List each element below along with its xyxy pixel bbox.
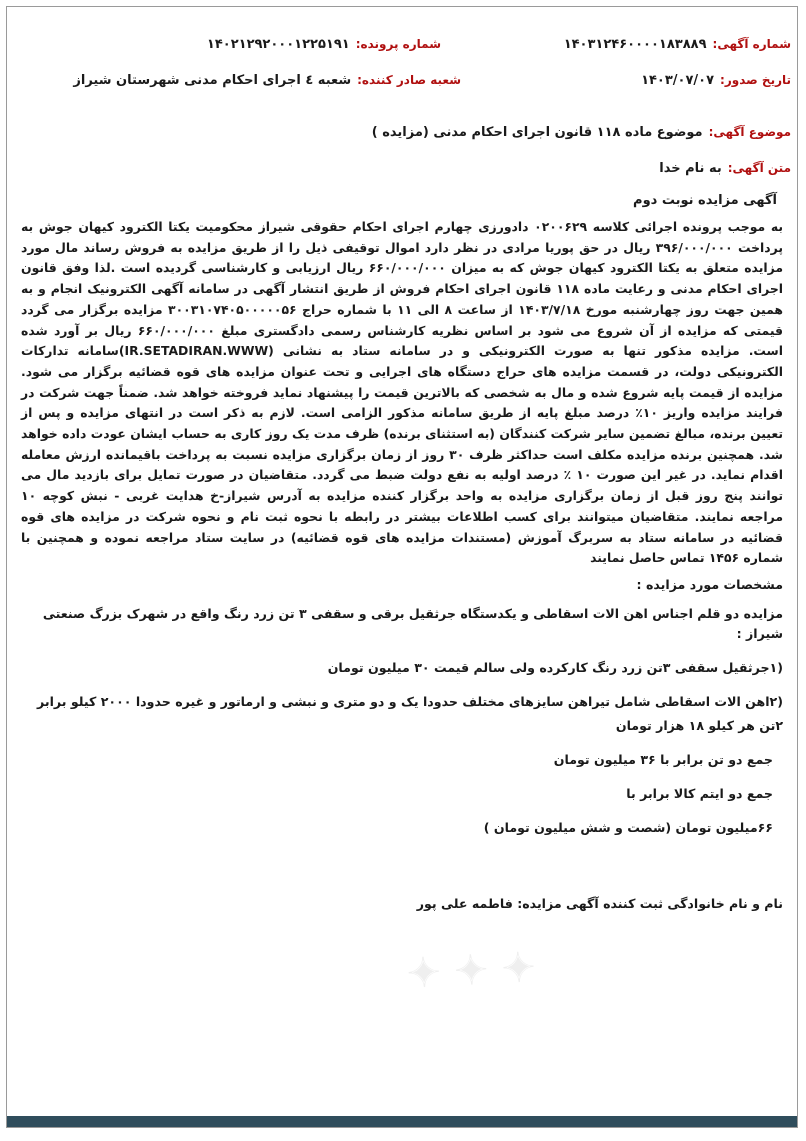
body-paragraph: به موجب پرونده اجرائی کلاسه ۰۲۰۰۶۲۹ دادورزی چهارم اجرای احکام حقوقی شیراز محکومیت یکتا الکترود کیهان جوش به پرداخت ۳۹۶/۰۰۰/۰۰۰ ریال در حق پوریا مرادی در نظر دارد اموال توقیفی ذیل را از طریق مزایده به فروش رساند مال مورد مزایده متعلق به یکتا الکترود کیهان جوش که به میزان ۶۶۰/۰۰۰/۰۰۰ ریال ارزیابی و کارشناسی گردیده است .لذا وفق قانون اجرای احکام مدنی و رعایت ماده ۱۱۸ قانون اجرای احکام فروش از طریق انتشار آگهی در سامانه آگهی الکترونیک انجام و به همین جهت روز چهارشنبه مورخ ۱۴۰۳/۷/۱۸ از ساعت ۸ الی ۱۱ با شماره حراج ۳۰۰۳۱۰۷۴۰۵۰۰۰۰۰۵۶ مزایده برگزار می گردد قیمتی که مزایده از آن شروع می شود بر اساس نظریه کارشناس رسمی دادگستری مبلغ ۶۶۰/۰۰۰/۰۰۰ ریال بر آورد شده است. مزایده مذکور تنها به صورت الکترونیکی و در سامانه ستاد به نشانی (IR.SETADIRAN.WWW)سامانه تدارکات الکترونیکی دولت، در قسمت مزایده های حراج دستگاه های اجرایی و تحت عنوان مزایده های قوه قضائیه برگزار می شود. مزایده از قیمت پایه شروع شده و مال به شخصی که بالاترین قیمت را پیشنهاد نماید فروخته خواهد شد. ضمناً جهت شرکت در فرایند مزایده واریز ۱۰٪ درصد مبلغ پایه از طریق سامانه مذکور الزامی است. لازم به ذکر است در انتهای مزایده و پس از تعیین برنده، مبالغ تضمین سایر شرکت کنندگان (به استثنای برنده) ظرف مدت یک روز کاری به حساب ایشان عودت داده خواهد شد. همچنین برنده مزایده مکلف است حداکثر ظرف ۳۰ روز از زمان برگزاری مزایده نسبت به پرداخت باقیمانده ارزش معامله اقدام نماید. در غیر این صورت ۱۰ ٪ درصد اولیه به نفع دولت ضبط می گردد. متقاضیان در صورت تمایل برای بازدید مال می توانند پنج روز قبل از زمان برگزاری مزایده به واحد برگزار کننده مزایده به آدرس شیراز-خ هدایت غربی - نبش کوچه ۱۰ مراجعه نمایند. متقاضیان میتوانند برای کسب اطلاعات بیشتر در رابطه با نحوه ثبت نام و نحوه شرکت در مزایده های قوه قضائیه در سامانه ستاد به سربرگ آموزش (مستندات مزایده های قوه قضائیه) در سایت ستاد مراجعه نموده و همچنین با شماره ۱۴۵۶ تماس حاصل نمایند bbox=[21, 219, 784, 566]
case-number bbox=[207, 37, 441, 52]
footer-bar bbox=[7, 1116, 797, 1127]
specs-heading: مشخصات مورد مزایده : bbox=[636, 576, 783, 592]
issuer-label: شعبه صادر کننده: bbox=[357, 73, 461, 87]
notice-title bbox=[633, 193, 777, 208]
watermark-logo: ✦ ✦ ✦ bbox=[405, 943, 537, 998]
notice-number-label: شماره آگهی: bbox=[712, 37, 791, 51]
specs-intro: مزایده دو قلم اجناس اهن الات اسقاطی و یکدستگاه جرثقیل برقی و سقفی ۳ تن زرد رنگ واقع در شهرک بزرگ صنعتی شیراز : bbox=[42, 605, 783, 641]
notice-page bbox=[6, 6, 798, 1128]
notice-number-value: ۱۴۰۳۱۲۴۶۰۰۰۰۱۸۳۸۸۹ bbox=[563, 37, 707, 52]
subject-value: موضوع ماده ۱۱۸ قانون اجرای احکام مدنی (مزایده ) bbox=[371, 125, 703, 140]
case-number-value: ۱۴۰۲۱۲۹۲۰۰۰۱۲۲۵۱۹۱ bbox=[206, 37, 350, 52]
issuer bbox=[73, 73, 461, 88]
text-label: متن آگهی: bbox=[727, 161, 791, 175]
spec-sum-weight: جمع دو تن برابر با ۳۶ میلیون تومان bbox=[553, 751, 773, 767]
spec-sum-items: جمع دو ایتم کالا برابر با bbox=[626, 785, 773, 801]
issue-date-value: ۱۴۰۳/۰۷/۰۷ bbox=[641, 73, 715, 88]
issue-date-label: تاریخ صدور: bbox=[720, 73, 791, 87]
notice-subject bbox=[372, 125, 791, 140]
text-value: به نام خدا bbox=[659, 161, 722, 176]
notice-number bbox=[564, 37, 791, 52]
notice-text bbox=[659, 161, 791, 176]
notice-body bbox=[21, 217, 783, 914]
spec-item-2: (۲اهن الات اسقاطی شامل تیراهن سایزهای مختلف حدودا یک و دو متری و نبشی و ارماتور و غیره حدودا ۲۰۰۰ کیلو برابر ۲تن هر کیلو ۱۸ هزار تومان bbox=[37, 693, 783, 733]
issuer-value: شعبه ٤ اجرای احکام مدنی شهرستان شیراز bbox=[73, 73, 352, 88]
spec-item-1: (۱جرثقیل سقفی ۳تن زرد رنگ کارکرده ولی سالم قیمت ۳۰ میلیون تومان bbox=[327, 659, 783, 675]
notice-title-text: آگهی مزایده نوبت دوم bbox=[633, 193, 777, 208]
spec-total: ۶۶میلیون تومان (شصت و شش میلیون تومان ) bbox=[483, 819, 773, 835]
registrar-name: نام و نام خانوادگی ثبت کننده آگهی مزایده: فاطمه علی پور bbox=[416, 895, 783, 911]
issue-date bbox=[641, 73, 791, 88]
case-number-label: شماره پرونده: bbox=[355, 37, 441, 51]
subject-label: موضوع آگهی: bbox=[708, 125, 791, 139]
